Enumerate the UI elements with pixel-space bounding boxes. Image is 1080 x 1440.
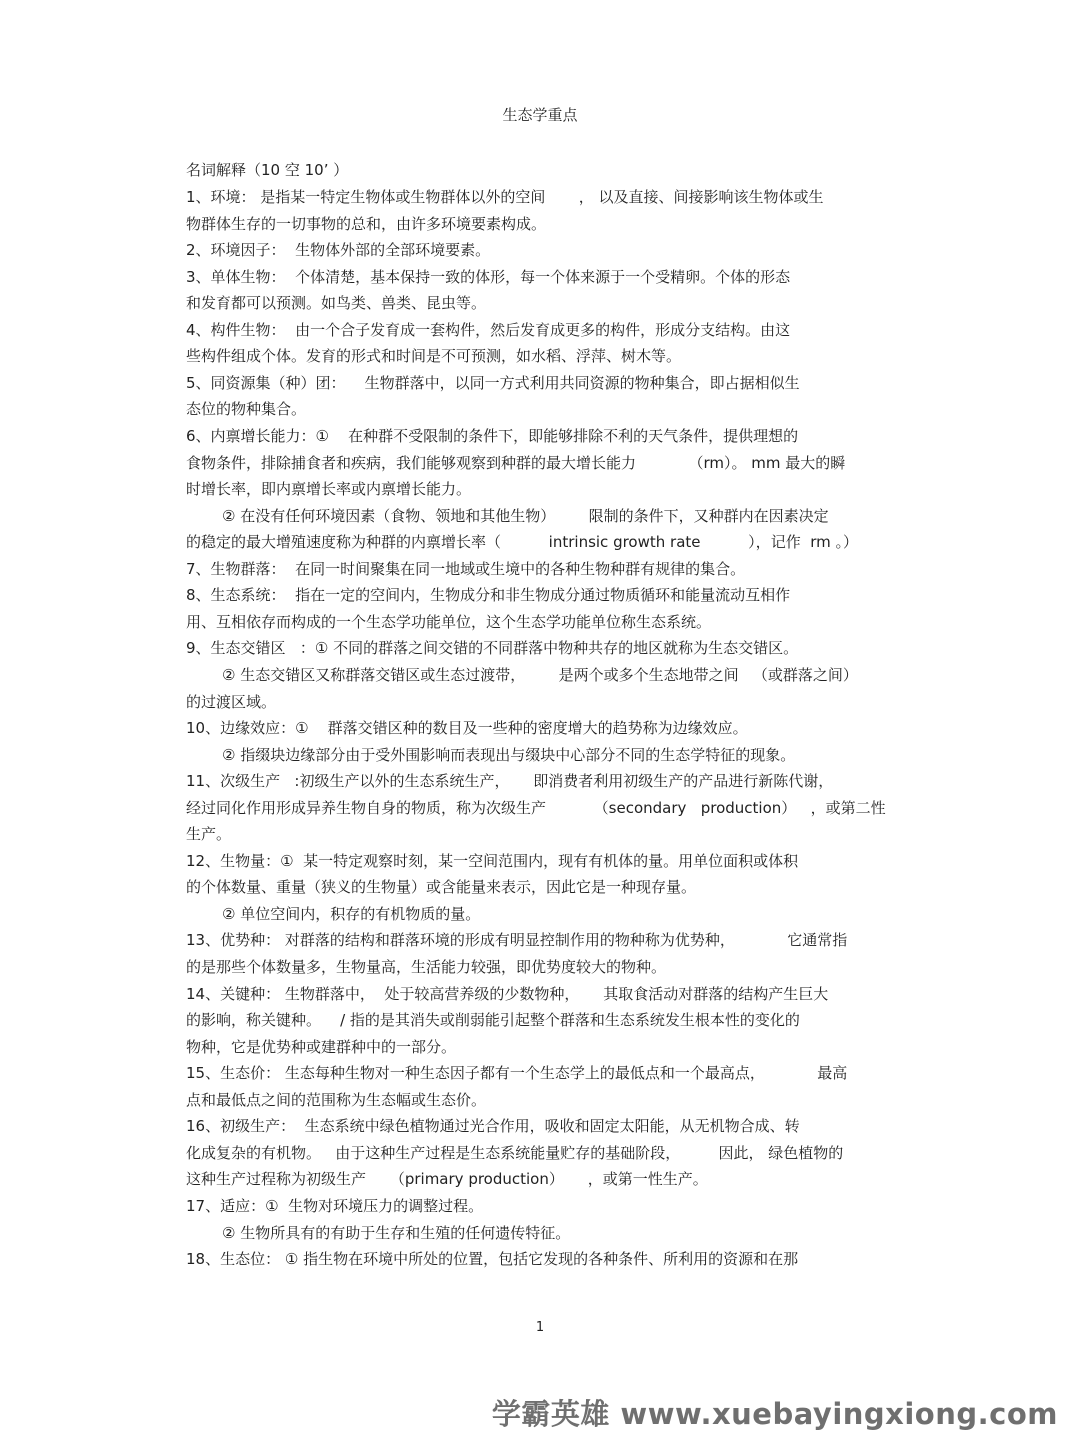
text-line: 的影响，称关键种。 / 指的是其消失或削弱能引起整个群落和生态系统发生根本性的变化的 xyxy=(186,1011,800,1030)
text-line: 些构件组成个体。发育的形式和时间是不可预测，如水稻、浮萍、树木等。 xyxy=(186,347,682,366)
text-line: 18、生态位： ① 指生物在环境中所处的位置，包括它发现的各种条件、所利用的资源和在那 xyxy=(186,1250,799,1268)
text-line: 用、互相依存而构成的一个生态学功能单位，这个生态学功能单位称生态系统。 xyxy=(186,612,712,631)
text-line: ② 单位空间内，积存的有机物质的量。 xyxy=(222,904,481,923)
text-line: 15、生态价： 生态每种生物对一种生态因子都有一个生态学上的最低点和一个最高点， 最高 xyxy=(186,1064,848,1083)
document-title: 生态学重点 xyxy=(502,106,578,124)
text-line: 态位的物种集合。 xyxy=(186,400,307,419)
text-line: 10、边缘效应：① 群落交错区种的数目及一些种的密度增大的趋势称为边缘效应。 xyxy=(186,719,748,737)
text-line: 物群体生存的一切事物的总和，由许多环境要素构成。 xyxy=(186,214,547,233)
text-line: 7、生物群落： 在同一时间聚集在同一地域或生境中的各种生物种群有规律的集合。 xyxy=(186,559,746,578)
text-line: 经过同化作用形成异养生物自身的物质，称为次级生产 （secondary production） ，或第二性 xyxy=(186,798,886,817)
text-line: ② 在没有任何环境因素（食物、领地和其他生物） 限制的条件下，又种群内在因素决定 xyxy=(222,506,829,525)
text-line: 的个体数量、重量（狭义的生物量）或含能量来表示，因此它是一种现存量。 xyxy=(186,878,697,897)
watermark: 学霸英雄 www.xuebayingxiong.com xyxy=(491,1397,1058,1431)
text-line: 13、优势种： 对群落的结构和群落环境的形成有明显控制作用的物种称为优势种， 它通常指 xyxy=(186,931,848,950)
text-line: ② 生物所具有的有助于生存和生殖的任何遗传特征。 xyxy=(222,1223,571,1242)
text-line: 点和最低点之间的范围称为生态幅或生态价。 xyxy=(186,1090,487,1109)
text-line: 时增长率，即内禀增长率或内禀增长能力。 xyxy=(186,480,472,499)
text-line: 12、生物量：① 某一特定观察时刻，某一空间范围内，现有有机体的量。用单位面积或体积 xyxy=(186,851,799,870)
text-line: 1、环境： 是指某一特定生物体或生物群体以外的空间 ， 以及直接、间接影响该生物体或生 xyxy=(186,188,824,206)
text-line: 11、次级生产 :初级生产以外的生态系统生产， 即消费者利用初级生产的产品进行新陈代谢， xyxy=(186,772,834,791)
text-line: ② 指缀块边缘部分由于受外围影响而表现出与缀块中心部分不同的生态学特征的现象。 xyxy=(222,745,796,764)
text-line: ② 生态交错区又称群落交错区或生态过渡带， 是两个或多个生态地带之间 （或群落之间） xyxy=(222,665,858,684)
page-number: 1 xyxy=(535,1320,545,1335)
text-line: 和发育都可以预测。如鸟类、兽类、昆虫等。 xyxy=(186,294,487,313)
text-line: 3、单体生物： 个体清楚，基本保持一致的体形，每一个体来源于一个受精卵。个体的形态 xyxy=(186,267,791,286)
text-line: 食物条件，排除捕食者和疾病，我们能够观察到种群的最大增长能力 （rm）。 mm 最大的瞬 xyxy=(186,453,846,472)
section-heading: 名词解释（10 空 10’ ） xyxy=(186,161,349,179)
text-line: 化成复杂的有机物。 由于这种生产过程是生态系统能量贮存的基础阶段， 因此， 绿色植物的 xyxy=(186,1143,844,1162)
text-line: 17、适应：① 生物对环境压力的调整过程。 xyxy=(186,1196,484,1215)
text-line: 的过渡区域。 xyxy=(186,692,277,711)
text-line: 5、同资源集（种）团： 生物群落中，以同一方式利用共同资源的物种集合，即占据相似生 xyxy=(186,373,800,392)
text-line: 2、环境因子： 生物体外部的全部环境要素。 xyxy=(186,241,491,260)
text-line: 4、构件生物： 由一个合子发育成一套构件，然后发育成更多的构件，形成分支结构。由这 xyxy=(186,320,791,339)
text-line: 14、关键种： 生物群落中， 处于较高营养级的少数物种， 其取食活动对群落的结构产生巨大 xyxy=(186,984,829,1003)
text-line: 16、初级生产： 生态系统中绿色植物通过光合作用，吸收和固定太阳能，从无机物合成、转 xyxy=(186,1117,800,1136)
text-line: 的稳定的最大增殖速度称为种群的内禀增长率（ intrinsic growth rate ），记作 rm 。） xyxy=(186,533,859,552)
text-line: 8、生态系统： 指在一定的空间内，生物成分和非生物成分通过物质循环和能量流动互相作 xyxy=(186,586,791,605)
text-line: 生产。 xyxy=(186,825,232,844)
text-line: 9、生态交错区 ：① 不同的群落之间交错的不同群落中物种共存的地区就称为生态交错区。 xyxy=(186,639,799,658)
text-line: 的是那些个体数量多，生物量高，生活能力较强，即优势度较大的物种。 xyxy=(186,958,667,976)
text-line: 物种，它是优势种或建群种中的一部分。 xyxy=(186,1037,457,1056)
text-line: 6、内禀增长能力：① 在种群不受限制的条件下，即能够排除不利的天气条件，提供理想的 xyxy=(186,427,799,445)
text-line: 这种生产过程称为初级生产 （primary production） ，或第一性生产。 xyxy=(186,1170,708,1189)
